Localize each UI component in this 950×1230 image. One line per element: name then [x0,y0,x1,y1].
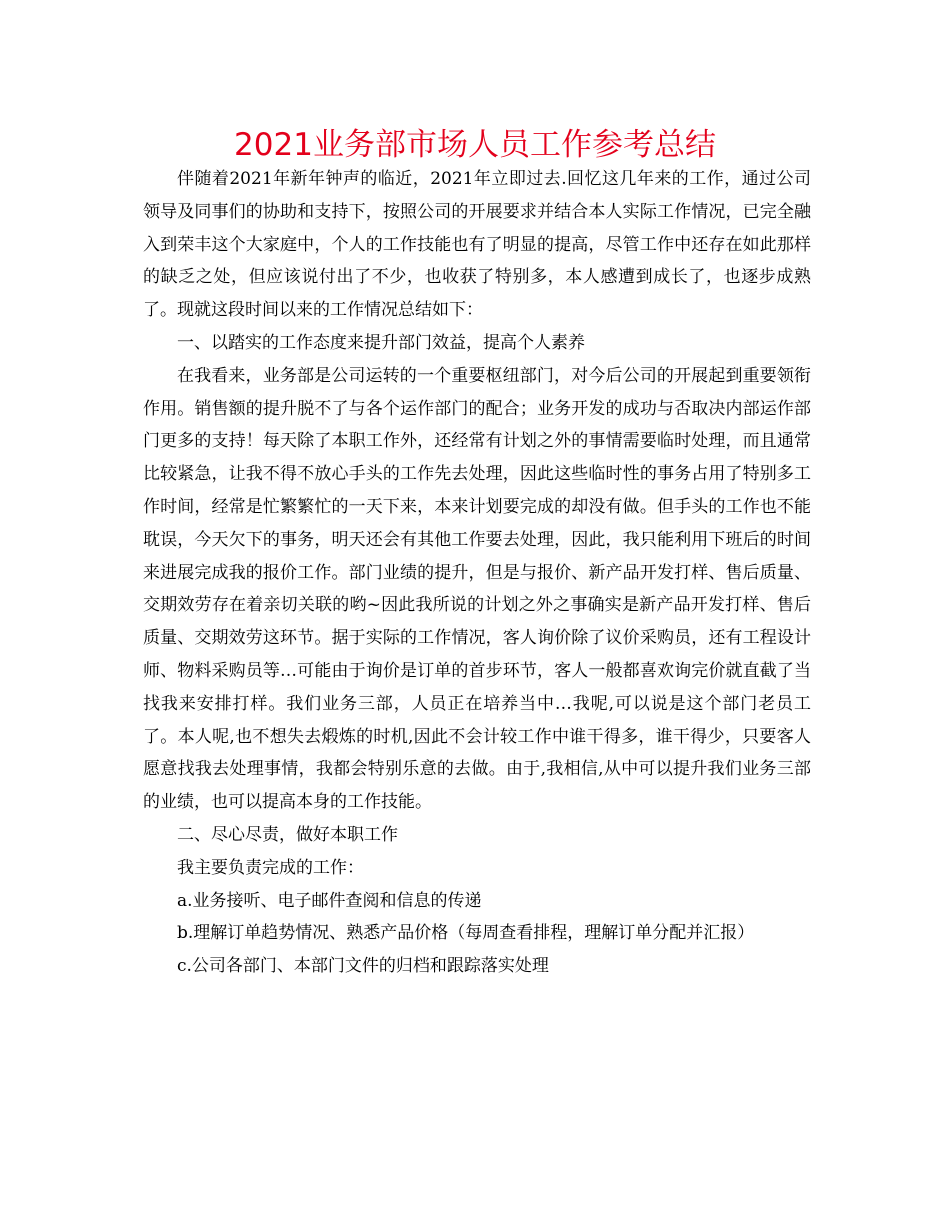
intro-paragraph: 伴随着2021年新年钟声的临近，2021年立即过去.回忆这几年来的工作，通过公司领导及同事们的协助和支持下，按照公司的开展要求并结合本人实际工作情况，已完全融入到荣丰这个大家庭中，个人的工作技能也有了明显的提高，尽管工作中还存在如此那样的缺乏之处，但应该说付出了不少，也收获了特别多，本人感遭到成长了，也逐步成熟了。现就这段时间以来的工作情况总结如下： [143,169,811,321]
duty-item-b: b.理解订单趋势情况、熟悉产品价格（每周查看排程，理解订单分配并汇报） [177,923,755,944]
duties-intro: 我主要负责完成的工作： [177,857,364,878]
section-heading-1: 一、以踏实的工作态度来提升部门效益，提高个人素养 [177,332,585,353]
section-1-paragraph: 在我看来，业务部是公司运转的一个重要枢纽部门，对今后公司的开展起到重要领衔作用。销售额的提升脱不了与各个运作部门的配合；业务开发的成功与否取决内部运作部门更多的支持！每天除了本职工作外，还经常有计划之外的事情需要临时处理，而且通常比较紧急，让我不得不放心手头的工作先去处理，因此这些临时性的事务占用了特别多工作时间，经常是忙繁繁忙的一天下来，本来计划要完成的却没有做。但手头的工作也不能耽误，今天欠下的事务，明天还会有其他工作要去处理，因此，我只能利用下班后的时间来进展完成我的报价工作。部门业绩的提升，但是与报价、新产品开发打样、售后质量、交期效劳存在着亲切关联的哟~因此我所说的计划之外之事确实是新产品开发打样、售后质量、交期效劳这环节。据于实际的工作情况，客人询价除了议价采购员，还有工程设计师、物料采购员等…可能由于询价是订单的首步环节，客人一般都喜欢询完价就直截了当找我来安排打样。我们业务三部，人员正在培养当中…我呢,可以说是这个部门老员工了。本人呢,也不想失去煅炼的时机,因此不会计较工作中谁干得多，谁干得少，只要客人愿意找我去处理事情，我都会特别乐意的去做。由于,我相信,从中可以提升我们业务三部的业绩，也可以提高本身的工作技能。 [143,365,811,813]
duty-item-a: a.业务接听、电子邮件查阅和信息的传递 [177,890,482,911]
document-title: 2021业务部市场人员工作参考总结 [234,127,716,163]
document-body [143,163,811,983]
duty-item-c: c.公司各部门、本部门文件的归档和跟踪落实处理 [177,956,549,977]
section-heading-2: 二、尽心尽责，做好本职工作 [177,824,398,845]
